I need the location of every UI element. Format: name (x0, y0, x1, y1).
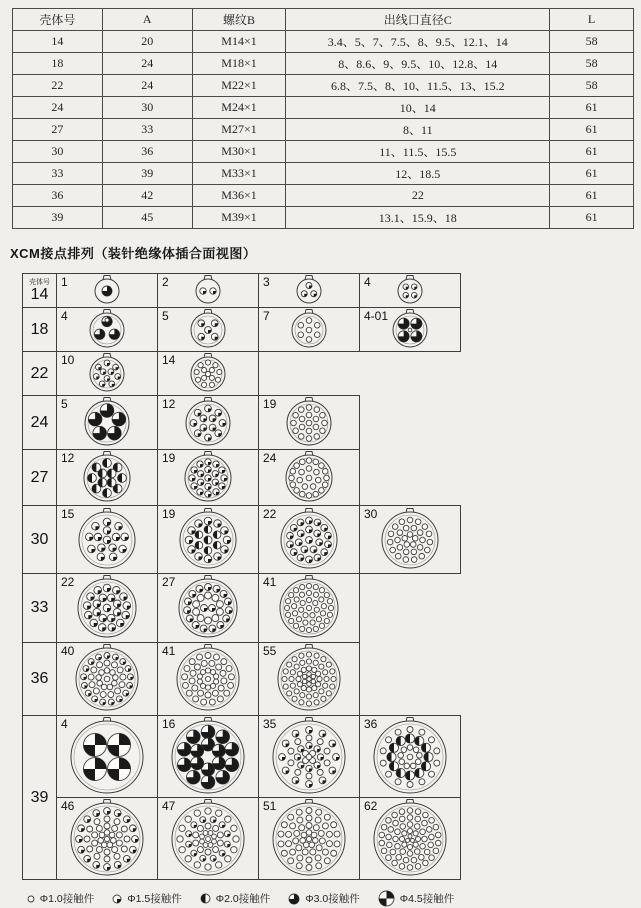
legend-label: Φ3.0接触件 (305, 893, 360, 905)
spec-cell: 24 (102, 53, 192, 75)
spec-cell: M18×1 (192, 53, 286, 75)
shell-subrow (57, 797, 460, 879)
spec-cell: 24 (13, 97, 103, 119)
connector-face-diagram (168, 798, 248, 880)
shell-number-cell (23, 352, 57, 395)
connector-face-diagram (277, 507, 341, 573)
pin-layout-cell (158, 574, 259, 642)
spec-cell: 42 (102, 185, 192, 207)
spec-row (13, 119, 634, 141)
shell-subrow (57, 716, 460, 797)
pin-count-label: 1 (61, 275, 68, 289)
spec-cell: 58 (550, 75, 634, 97)
pin-layout-cell (57, 352, 158, 395)
pin-count-label: 24 (263, 451, 277, 465)
pin-count-label: 5 (61, 397, 68, 411)
spec-cell: 61 (550, 97, 634, 119)
pin-count-label: 5 (162, 309, 169, 323)
pin-layout-cell (360, 274, 460, 307)
legend-item (26, 891, 94, 906)
spec-cell: 12、18.5 (286, 163, 550, 185)
pin-layout-cell (158, 798, 259, 879)
pin-count-label: 40 (61, 644, 75, 658)
spec-cell: 18 (13, 53, 103, 75)
pin-count-label: 19 (263, 397, 277, 411)
pin-layout-cell (158, 506, 259, 573)
shell-row-24 (22, 395, 360, 450)
shell-number-cell (23, 396, 57, 449)
spec-cell: 10、14 (286, 97, 550, 119)
pin-count-label: 4 (61, 717, 68, 731)
connector-face-diagram (293, 274, 325, 308)
pin-count-label: 19 (162, 451, 176, 465)
pin-layout-cell (360, 716, 460, 797)
pin-layout-cell (360, 798, 460, 879)
shell-row-36 (22, 642, 360, 716)
pin-count-label: 12 (61, 451, 75, 465)
pin-layout-cell (158, 643, 259, 715)
spec-table-header-row (13, 9, 634, 31)
shell-number: 18 (30, 320, 49, 338)
legend-item (287, 891, 359, 906)
spec-cell: 27 (13, 119, 103, 141)
pin-layout-cell (158, 352, 258, 395)
pin-count-label: 36 (364, 717, 378, 731)
spec-row (13, 185, 634, 207)
pin-count-label: 41 (162, 644, 176, 658)
connector-face-diagram (86, 352, 128, 396)
pin-count-label: 46 (61, 799, 75, 813)
pin-count-label: 30 (364, 507, 378, 521)
spec-cell: 8、11 (286, 119, 550, 141)
connector-face-diagram (72, 643, 142, 715)
pin-layout-cell (158, 396, 259, 449)
pin-layout-cell (57, 308, 158, 351)
spec-cell: 22 (286, 185, 550, 207)
pin-count-label: 19 (162, 507, 176, 521)
shell-number: 39 (30, 788, 49, 806)
connector-face-diagram (75, 507, 139, 573)
shell-number: 27 (30, 468, 49, 486)
legend-item (377, 889, 454, 908)
pin-count-label: 7 (263, 309, 270, 323)
spec-cell: 33 (13, 163, 103, 185)
pin-layout-cell (259, 506, 360, 573)
connector-face-diagram (378, 507, 442, 573)
spec-cell: 30 (13, 141, 103, 163)
pin-layout-cell (259, 274, 360, 307)
connector-face-diagram (176, 507, 240, 573)
connector-face-diagram (288, 308, 330, 352)
connector-face-diagram (187, 308, 229, 352)
legend-item (199, 891, 270, 906)
spec-cell: 14 (13, 31, 103, 53)
connector-face-diagram (370, 716, 450, 798)
contact-type-icon (26, 894, 36, 904)
pin-count-label: 22 (263, 507, 277, 521)
shell-number: 33 (30, 599, 49, 616)
contact-size-legend (22, 889, 458, 908)
connector-face-diagram (181, 450, 235, 506)
connector-face-diagram (182, 396, 234, 450)
spec-cell: 61 (550, 185, 634, 207)
spec-cell: M30×1 (192, 141, 286, 163)
connector-face-diagram (389, 308, 431, 352)
shell-number: 14 (30, 285, 49, 303)
pin-layout-cell (158, 308, 259, 351)
pin-layout-cell (259, 798, 360, 879)
connector-face-diagram (67, 716, 147, 798)
spec-cell: M27×1 (192, 119, 286, 141)
legend-label: Φ1.5接触件 (127, 893, 182, 905)
connector-face-diagram (370, 798, 450, 880)
shell-subrows (57, 716, 460, 879)
pin-count-label: 51 (263, 799, 277, 813)
connector-face-diagram (80, 450, 134, 506)
spec-cell: 45 (102, 207, 192, 229)
legend-item (111, 891, 181, 906)
spec-cell: 36 (13, 185, 103, 207)
pin-layout-cell (259, 716, 360, 797)
spec-row (13, 207, 634, 229)
pin-count-label: 4-01 (364, 309, 389, 323)
pin-layout-cell (57, 643, 158, 715)
shell-number-cell (23, 716, 57, 879)
pin-count-label: 62 (364, 799, 378, 813)
shell-row-33 (22, 573, 360, 643)
spec-cell: 39 (13, 207, 103, 229)
spec-cell: M14×1 (192, 31, 286, 53)
spec-cell: 11、11.5、15.5 (286, 141, 550, 163)
connector-face-diagram (173, 643, 243, 715)
spec-cell: 61 (550, 141, 634, 163)
pin-layout-cell (259, 308, 360, 351)
pin-count-label: 35 (263, 717, 277, 731)
pin-count-label: 3 (263, 275, 270, 289)
contact-type-icon (111, 893, 123, 905)
spec-row (13, 97, 634, 119)
shell-number-cell (23, 506, 57, 573)
spec-cell: 58 (550, 53, 634, 75)
pin-layout-cell (57, 274, 158, 307)
pin-count-label: 14 (162, 353, 176, 367)
pin-layout-cell (57, 506, 158, 573)
spec-cell: 20 (102, 31, 192, 53)
connector-face-diagram (394, 274, 426, 308)
spec-column-header: L (550, 9, 634, 31)
pin-layout-cell (57, 798, 158, 879)
spec-column-header: A (102, 9, 192, 31)
connector-face-diagram (269, 798, 349, 880)
spec-cell: M22×1 (192, 75, 286, 97)
connector-face-diagram (175, 574, 241, 642)
spec-cell: 3.4、5、7、7.5、8、9.5、12.1、14 (286, 31, 550, 53)
pin-layout-cell (259, 396, 359, 449)
contact-type-icon (199, 892, 212, 905)
section-title: XCM接点排列（装针绝缘体插合面视图） (10, 246, 257, 261)
spec-row (13, 53, 634, 75)
connector-face-diagram (74, 574, 140, 642)
pin-layout-cell (259, 450, 359, 505)
pin-count-label: 4 (61, 309, 68, 323)
connector-face-diagram (81, 396, 133, 450)
shell-row-30 (22, 505, 461, 574)
pin-layout-cell (57, 716, 158, 797)
spec-cell: 61 (550, 207, 634, 229)
pin-count-label: 2 (162, 275, 169, 289)
spec-cell: 6.8、7.5、8、10、11.5、13、15.2 (286, 75, 550, 97)
shell-row-27 (22, 449, 360, 506)
spec-cell: 61 (550, 119, 634, 141)
connector-face-diagram (192, 274, 224, 308)
contact-type-icon (287, 892, 301, 906)
pin-count-label: 47 (162, 799, 176, 813)
connector-face-diagram (283, 396, 335, 450)
shell-number: 22 (30, 364, 49, 382)
spec-column-header: 壳体号 (13, 9, 103, 31)
spec-cell: 58 (550, 31, 634, 53)
connector-face-diagram (276, 574, 342, 642)
shell-row-22 (22, 351, 259, 396)
spec-cell: 8、8.6、9、9.5、10、12.8、14 (286, 53, 550, 75)
pin-count-label: 55 (263, 644, 277, 658)
shell-spec-table (12, 8, 634, 229)
pin-layout-cell (57, 574, 158, 642)
connector-face-diagram (282, 450, 336, 506)
legend-label: Φ2.0接触件 (215, 893, 271, 905)
connector-face-diagram (86, 308, 128, 352)
pin-layout-cell (158, 274, 259, 307)
shell-number-cell (23, 643, 57, 715)
shell-row-14 (22, 273, 461, 308)
spec-row (13, 141, 634, 163)
spec-row (13, 163, 634, 185)
pin-count-label: 12 (162, 397, 176, 411)
spec-cell: M36×1 (192, 185, 286, 207)
pin-layout-cell (259, 643, 359, 715)
spec-column-header: 螺纹B (192, 9, 286, 31)
pin-layout-cell (158, 450, 259, 505)
shell-row-39 (22, 715, 461, 880)
pin-count-label: 4 (364, 275, 371, 289)
shell-number-cell (23, 450, 57, 505)
spec-cell: 13.1、15.9、18 (286, 207, 550, 229)
pin-count-label: 27 (162, 575, 176, 589)
pin-layout-cell (57, 396, 158, 449)
spec-cell: 22 (13, 75, 103, 97)
pin-layout-cell (259, 574, 359, 642)
pin-layout-cell (360, 506, 460, 573)
pin-arrangement-grid (22, 273, 641, 880)
connector-face-diagram (187, 352, 229, 396)
pin-count-label: 15 (61, 507, 75, 521)
shell-row-18 (22, 307, 461, 352)
shell-number-cell (23, 274, 57, 307)
spec-row (13, 75, 634, 97)
spec-cell: 24 (102, 75, 192, 97)
spec-cell: 36 (102, 141, 192, 163)
connector-face-diagram (168, 716, 248, 798)
shell-number: 30 (30, 530, 49, 548)
pin-layout-cell (158, 716, 259, 797)
spec-cell: M24×1 (192, 97, 286, 119)
connector-face-diagram (67, 798, 147, 880)
contact-type-icon (377, 889, 396, 908)
spec-cell: 30 (102, 97, 192, 119)
pin-count-label: 22 (61, 575, 75, 589)
connector-face-diagram (269, 716, 349, 798)
pin-layout-cell (360, 308, 460, 351)
spec-cell: M33×1 (192, 163, 286, 185)
shell-number: 24 (30, 413, 49, 431)
grid-corner-label: 壳体号 (29, 278, 50, 286)
shell-number-cell (23, 574, 57, 642)
legend-label: Φ1.0接触件 (39, 893, 95, 905)
spec-cell: 33 (102, 119, 192, 141)
pin-layout-cell (57, 450, 158, 505)
spec-cell: 39 (102, 163, 192, 185)
spec-row (13, 31, 634, 53)
pin-count-label: 16 (162, 717, 176, 731)
legend-label: Φ4.5接触件 (399, 893, 455, 905)
spec-cell: 61 (550, 163, 634, 185)
spec-cell: M39×1 (192, 207, 286, 229)
connector-face-diagram (91, 274, 123, 308)
shell-number-cell (23, 308, 57, 351)
spec-column-header: 出线口直径C (286, 9, 550, 31)
connector-face-diagram (274, 643, 344, 715)
shell-number: 36 (30, 670, 49, 687)
pin-count-label: 10 (61, 353, 75, 367)
pin-count-label: 41 (263, 575, 277, 589)
